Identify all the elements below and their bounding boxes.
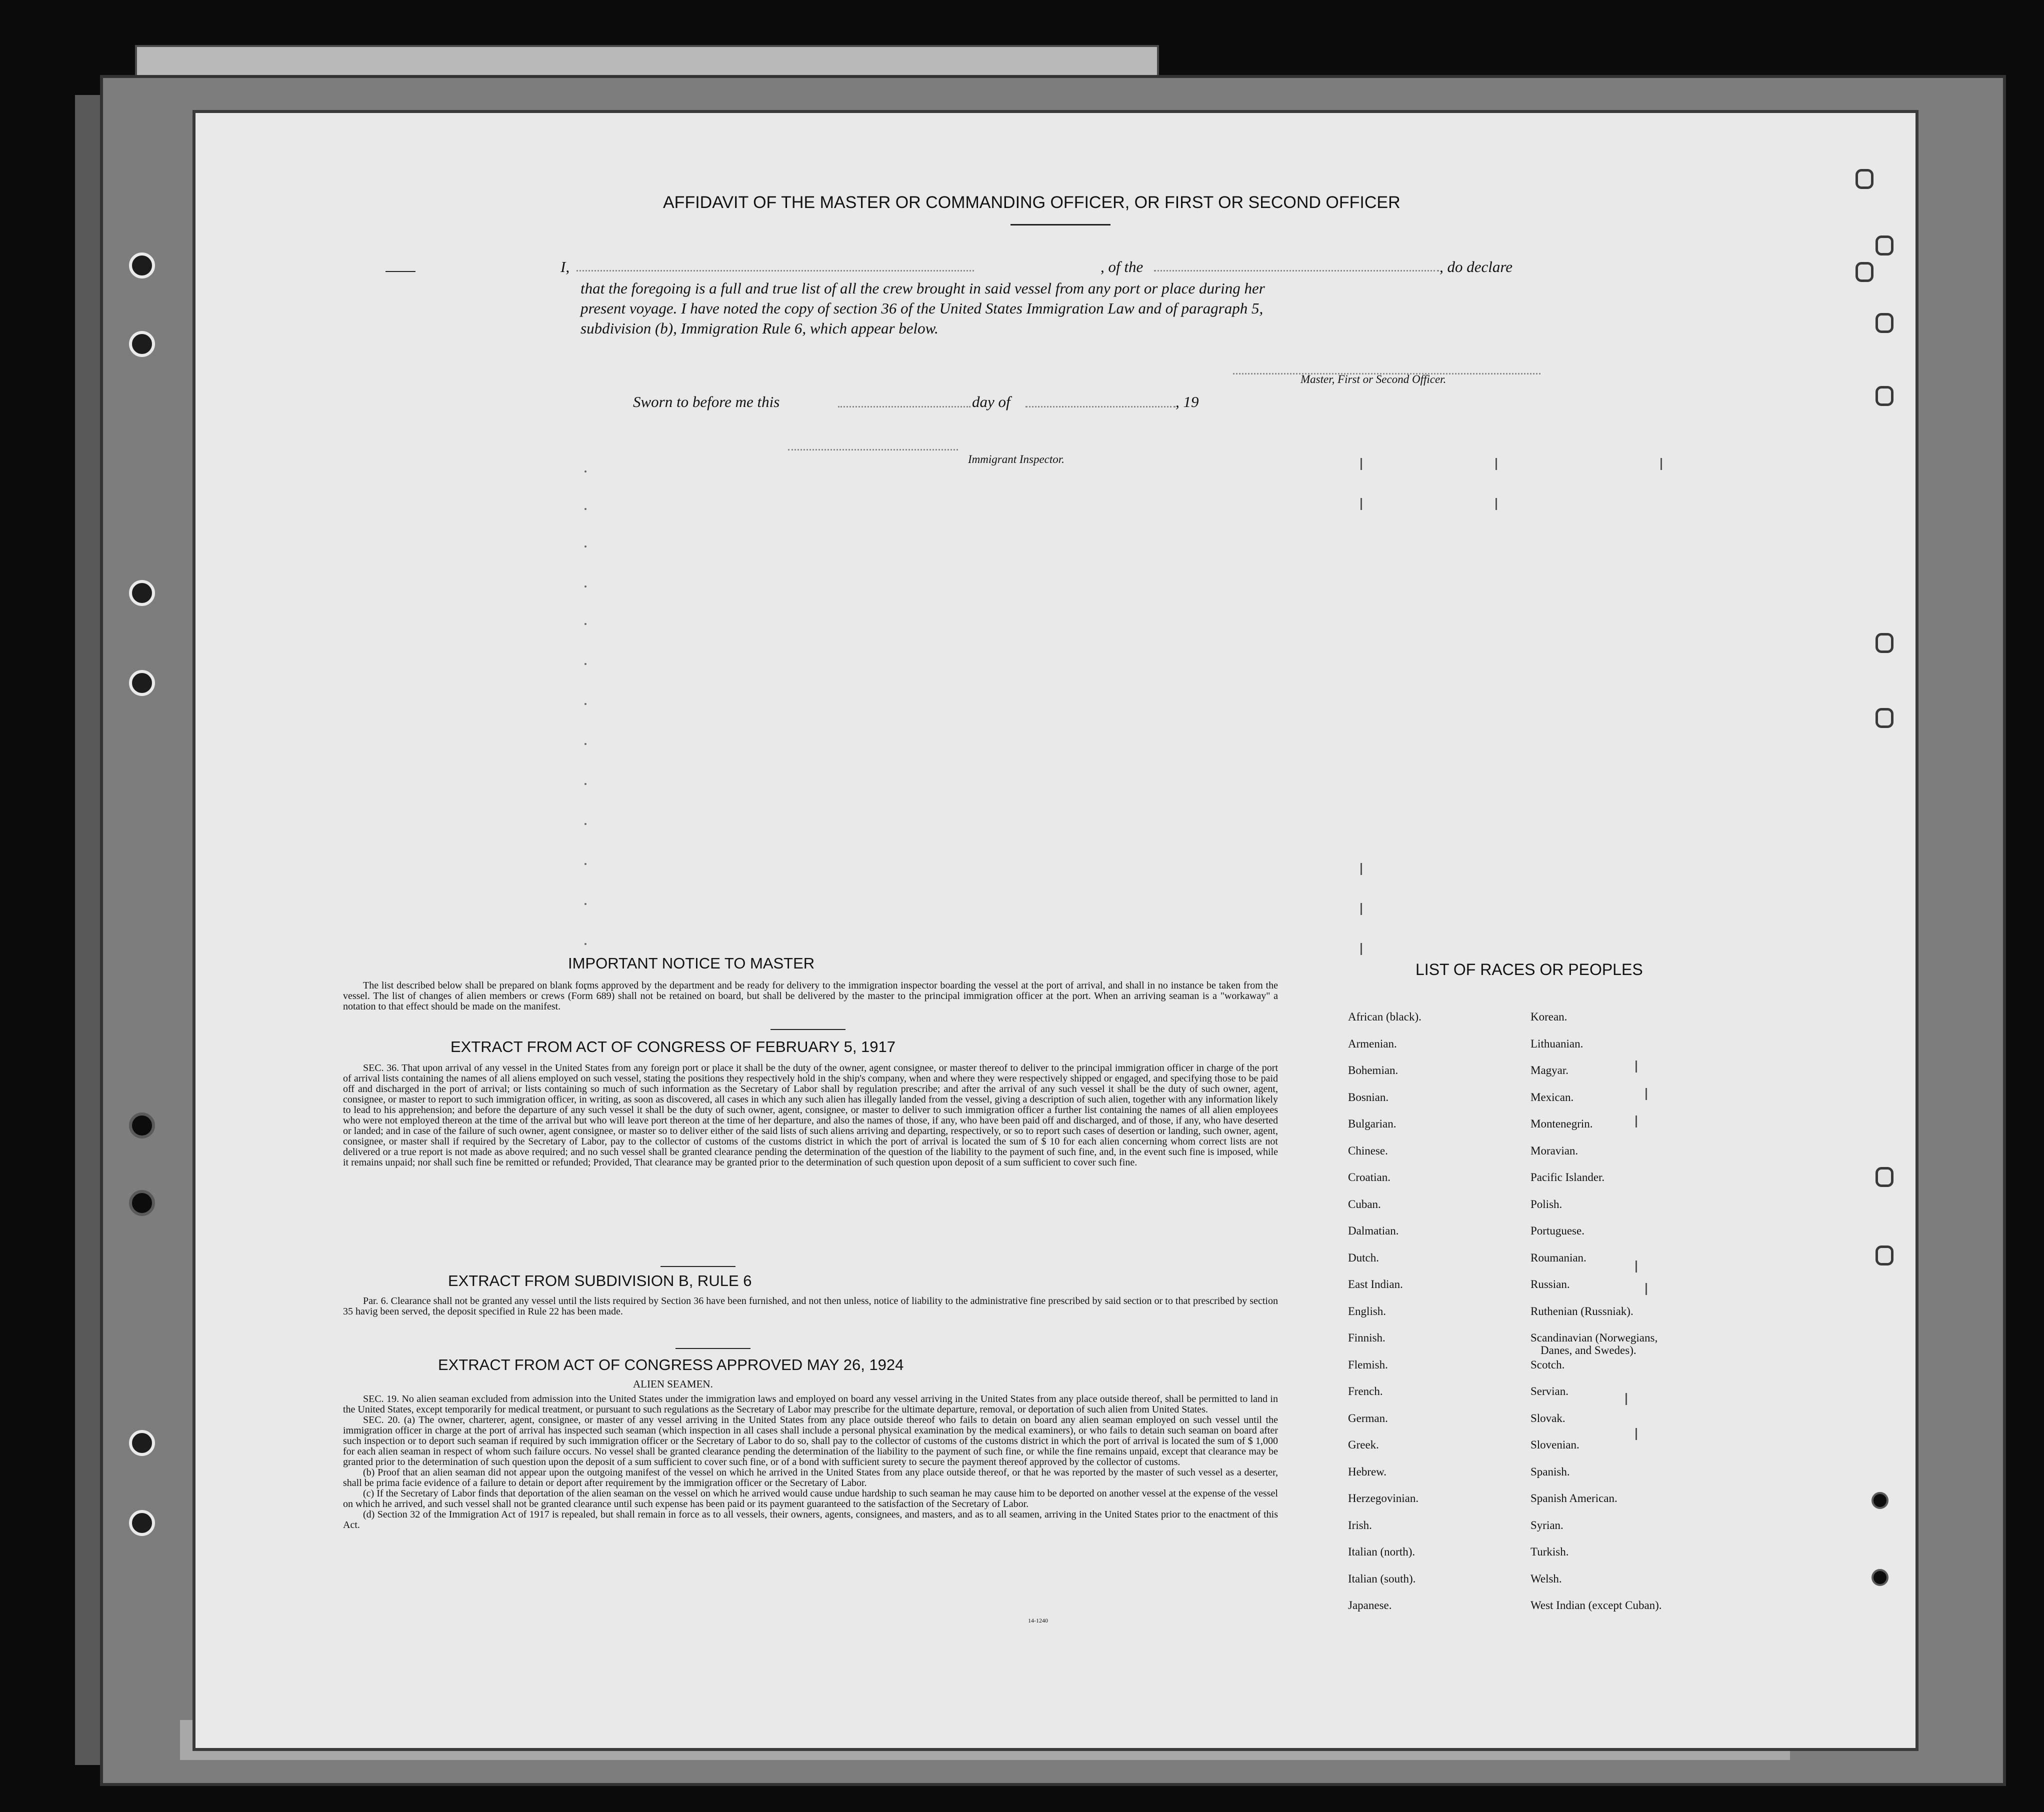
race-item: French. bbox=[1348, 1385, 1383, 1398]
race-item: Magyar. bbox=[1530, 1064, 1569, 1076]
section-divider bbox=[770, 1029, 846, 1030]
race-item: Cuban. bbox=[1348, 1198, 1381, 1210]
section-20a-text: SEC. 20. (a) The owner, charterer, agent, consignee, or master of any vessel arriving in the United States from any place outside thereof who fails to detain on board any alien seaman employed on such vessel until the immigration officer in charge at the port of arrival has inspected such seaman (which inspection in all cases shall include a personal physical examination by the medical examiners), or who fails to detain such seaman on board after such inspection or to deport such seaman if required by such immigration officer or the Secretary of Labor to do so, shall pay to the collector of customs of the customs district in which the port of arrival is located the sum of $ 1,000 for each alien seaman in respect of whom such failure occurs. No vessel shall be granted clearance pending the determination of the liability to the payment of such fine, or while the fine remains unpaid, except that clearance may be granted prior to the determination of such question upon the deposit of a sum sufficient to cover such fine, or of a bond with sufficient surety to secure the payment thereof approved by the collector of customs. bbox=[343, 1414, 1278, 1468]
race-item: Slovenian. bbox=[1530, 1438, 1580, 1451]
faint-mark bbox=[1636, 1260, 1637, 1272]
notice-body bbox=[343, 980, 1278, 1012]
faint-mark bbox=[584, 903, 586, 905]
faint-mark bbox=[1646, 1283, 1647, 1295]
faint-mark bbox=[584, 703, 586, 705]
race-item: Scandinavian (Norwegians, bbox=[1530, 1332, 1658, 1344]
binder-hole bbox=[129, 580, 155, 606]
punch-hole bbox=[1872, 1492, 1888, 1509]
section-20b-text: (b) Proof that an alien seaman did not appear upon the outgoing manifest of the vessel on which he arrived in the United States from any place outside thereof, or that he was reported by the master of such vessel as a deserter, shall be prima facie evidence of a failure to detain or deport after requirement by the immigration officer or the Secretary of Labor. bbox=[343, 1467, 1278, 1488]
race-item: East Indian. bbox=[1348, 1278, 1403, 1290]
rule-6-text: Par. 6. Clearance shall not be granted any vessel until the lists required by Section 36 have been furnished, and not then unless, notice of liability to the administrative fine prescribed by said section or to that prescribed by section 35 havig been served, the deposit specified in Rule 22 has been made. bbox=[343, 1296, 1278, 1317]
faint-mark bbox=[1360, 943, 1362, 955]
sworn-text: Sworn to before me this bbox=[633, 393, 780, 410]
faint-mark bbox=[1636, 1116, 1637, 1128]
day-of-text: day of bbox=[972, 393, 1010, 410]
race-item: Bulgarian. bbox=[1348, 1118, 1396, 1130]
faint-mark bbox=[584, 546, 586, 548]
race-item: Lithuanian. bbox=[1530, 1037, 1584, 1050]
inspector-signature-field[interactable] bbox=[788, 449, 958, 450]
faint-mark bbox=[584, 623, 586, 625]
race-item: Syrian. bbox=[1530, 1518, 1564, 1532]
title-underline bbox=[1010, 224, 1110, 226]
section-divider bbox=[676, 1348, 750, 1349]
punch-hole bbox=[1856, 262, 1874, 282]
race-item: Dutch. bbox=[1348, 1251, 1379, 1264]
race-item: Roumanian. bbox=[1530, 1251, 1586, 1264]
punch-hole bbox=[1876, 708, 1894, 728]
faint-mark bbox=[584, 586, 586, 588]
binder-hole bbox=[129, 331, 155, 357]
officer-signature-label: Master, First or Second Officer. bbox=[1300, 373, 1446, 386]
section-20c-text: (c) If the Secretary of Labor finds that deportation of the alien seaman on the vessel on which he arrived would cause undue hardship to such seaman he may cause him to be deported on another vessel at the expense of the vessel on which he arrived, and such vessel shall not be granted clearance until such expense has been paid or its payment guaranteed to the satisfaction of the Secretary of Labor. bbox=[343, 1488, 1278, 1510]
notice-text: The list described below shall be prepared on blank forms approved by the department and be ready for delivery to the immigration inspector boarding the vessel at the port of arrival, and shall in no instance be taken from the vessel. The list of changes of alien members or crews (Form 689) shall not be retained on board, but shall be delivered by the master to the principal immigration officer at the port. When an arriving seaman is a "workaway" a notation to that effect should be made on the manifest. bbox=[343, 980, 1278, 1012]
race-item: Mexican. bbox=[1530, 1090, 1574, 1104]
race-item: Polish. bbox=[1530, 1198, 1562, 1210]
race-item: Servian. bbox=[1530, 1385, 1569, 1398]
race-item: Ruthenian (Russniak). bbox=[1530, 1304, 1634, 1318]
extract-1924-body bbox=[343, 1394, 1278, 1530]
faint-mark bbox=[584, 863, 586, 865]
punch-hole bbox=[1876, 236, 1894, 256]
race-item: African (black). bbox=[1348, 1010, 1422, 1023]
race-item: Bohemian. bbox=[1348, 1064, 1398, 1076]
binder-hole bbox=[129, 1430, 155, 1456]
faint-mark bbox=[584, 783, 586, 785]
affidavit-line1-of-the: , of the bbox=[1100, 258, 1144, 276]
race-item: Bosnian. bbox=[1348, 1090, 1389, 1104]
faint-mark bbox=[1360, 458, 1362, 470]
faint-mark bbox=[1636, 1428, 1637, 1440]
race-item: Moravian. bbox=[1530, 1144, 1578, 1157]
race-item: Italian (north). bbox=[1348, 1546, 1416, 1558]
race-item: Hebrew. bbox=[1348, 1465, 1387, 1478]
race-item: Greek. bbox=[1348, 1438, 1379, 1451]
race-item: Irish. bbox=[1348, 1518, 1372, 1532]
rule-6-title: EXTRACT FROM SUBDIVISION B, RULE 6 bbox=[448, 1272, 752, 1290]
faint-mark bbox=[1496, 498, 1497, 510]
race-item: Turkish. bbox=[1530, 1546, 1569, 1558]
race-item: Montenegrin. bbox=[1530, 1118, 1593, 1130]
extract-1917-title: EXTRACT FROM ACT OF CONGRESS OF FEBRUARY 5, 1917 bbox=[450, 1038, 896, 1056]
binder-hole bbox=[129, 670, 155, 696]
faint-mark bbox=[584, 823, 586, 825]
manifest-page bbox=[192, 110, 1918, 1751]
punch-hole bbox=[1876, 633, 1894, 653]
race-item-continuation: Danes, and Swedes). bbox=[1540, 1344, 1636, 1356]
affidavit-title: AFFIDAVIT OF THE MASTER OR COMMANDING OFFICER, OR FIRST OR SECOND OFFICER bbox=[663, 193, 1400, 212]
officer-name-field[interactable] bbox=[576, 270, 974, 272]
margin-mark bbox=[386, 271, 416, 272]
inspector-label: Immigrant Inspector. bbox=[968, 453, 1064, 466]
race-item: Flemish. bbox=[1348, 1358, 1388, 1371]
race-item: Japanese. bbox=[1348, 1599, 1392, 1612]
binder-hole bbox=[129, 1190, 155, 1216]
race-item: Croatian. bbox=[1348, 1171, 1390, 1184]
faint-mark bbox=[584, 943, 586, 945]
faint-mark bbox=[1496, 458, 1497, 470]
races-title: LIST OF RACES OR PEOPLES bbox=[1416, 960, 1643, 978]
vessel-name-field[interactable] bbox=[1154, 270, 1439, 272]
race-item: Welsh. bbox=[1530, 1572, 1562, 1585]
faint-mark bbox=[1360, 903, 1362, 915]
rule-6-body bbox=[343, 1296, 1278, 1317]
race-item: Scotch. bbox=[1530, 1358, 1565, 1371]
punch-hole bbox=[1876, 313, 1894, 333]
notice-title: IMPORTANT NOTICE TO MASTER bbox=[568, 954, 815, 972]
race-item: Finnish. bbox=[1348, 1332, 1386, 1344]
binder-hole bbox=[129, 1510, 155, 1536]
binder-hole bbox=[129, 1112, 155, 1138]
faint-mark bbox=[1660, 458, 1662, 470]
punch-hole bbox=[1876, 386, 1894, 406]
affidavit-line1-declare: , do declare bbox=[1440, 258, 1513, 276]
faint-mark bbox=[584, 508, 586, 510]
race-item: Spanish. bbox=[1530, 1465, 1570, 1478]
race-item: Russian. bbox=[1530, 1278, 1570, 1290]
binder-hole bbox=[129, 252, 155, 278]
punch-hole bbox=[1872, 1569, 1888, 1586]
race-item: German. bbox=[1348, 1412, 1388, 1424]
race-item: Herzegovinian. bbox=[1348, 1492, 1419, 1504]
affidavit-line2: that the foregoing is a full and true list of all the crew brought in said vessel from any port or place during her bbox=[580, 280, 1265, 297]
affidavit-line3: present voyage. I have noted the copy of section 36 of the United States Immigration Law and of paragraph 5, bbox=[580, 300, 1264, 317]
faint-mark bbox=[1626, 1393, 1627, 1405]
sworn-month-field[interactable] bbox=[1026, 406, 1176, 408]
extract-1924-title: EXTRACT FROM ACT OF CONGRESS APPROVED MAY 26, 1924 bbox=[438, 1356, 904, 1374]
faint-mark bbox=[1636, 1060, 1637, 1072]
race-item: Slovak. bbox=[1530, 1412, 1566, 1424]
punch-hole bbox=[1876, 1246, 1894, 1266]
race-item: English. bbox=[1348, 1304, 1386, 1318]
faint-mark bbox=[584, 743, 586, 745]
race-item: Pacific Islander. bbox=[1530, 1171, 1605, 1184]
race-item: Italian (south). bbox=[1348, 1572, 1416, 1585]
year-prefix: , 19 bbox=[1176, 393, 1199, 410]
race-item: Spanish American. bbox=[1530, 1492, 1618, 1504]
race-item: Chinese. bbox=[1348, 1144, 1388, 1157]
section-36-text: SEC. 36. That upon arrival of any vessel in the United States from any foreign port or place it shall be the duty of the owner, agent consignee, or master thereof to deliver to the principal immigration officer in charge of the port of arrival lists containing the names of all aliens employed on such vessel, stating the positions they respectively hold in the ship's company, when and where they were respectively shipped or engaged, and specifying those to be paid off and discharged in the port of arrival; or lists containing so much of such information as the Secretary of Labor shall by regulation prescribe; and after the arrival of any such vessel it shall be the duty of such owner, agent, consignee, or master to report to such immigration officer, in writing, as soon as discovered, all cases in which any such alien has illegally landed from the vessel, giving a description of such alien, together with any information likely to lead to his apprehension; and before the departure of any such vessel it shall be the duty of such owner, agent, consignee, or master to deliver to such immigration officer a further list containing the names of all alien employees who were not employed thereon at the time of the arrival but who will leave port thereon at the time of her departure, and also the names of those, if any, who have been paid off and discharged, and of those, if any, who have deserted or landed; and in case of the failure of such owner, agent consignee, or master so to deliver either of the said lists of such aliens arriving and departing, respectively, or so to report such cases of desertion or landing, such owner, agent, consignee, or master shall if required by the Secretary of Labor, pay to the collector of customs of the customs district in which the port of arrival is located the sum of $ 10 for each alien concerning whom correct lists are not delivered or a true report is not made as above required; and no such vessel shall be granted clearance pending the determination of the question of the liability to the payment of such fine, and, in the event such fine is imposed, while it remains unpaid; nor shall such fine be remitted or refunded; Provided, That clearance may be granted prior to the determination of such question upon deposit of a sum sufficient to cover such fine. bbox=[343, 1062, 1278, 1168]
punch-hole bbox=[1856, 169, 1874, 189]
faint-mark bbox=[1360, 863, 1362, 875]
section-19-text: SEC. 19. No alien seaman excluded from admission into the United States under the immigration laws and employed on board any vessel arriving in the United States from any place outside thereof, shall be permitted to land in the United States, except temporarily for medical treatment, or pursuant to such regulations as the Secretary of Labor may prescribe for the ultimate departure, removal, or deportation of such alien from United States. bbox=[343, 1394, 1278, 1415]
alien-seamen-subtitle: ALIEN SEAMEN. bbox=[633, 1378, 713, 1390]
extract-1917-body bbox=[343, 1063, 1278, 1168]
race-item: Dalmatian. bbox=[1348, 1224, 1399, 1237]
faint-mark bbox=[1360, 498, 1362, 510]
punch-hole bbox=[1876, 1167, 1894, 1187]
section-20d-text: (d) Section 32 of the Immigration Act of 1917 is repealed, but shall remain in force as to all vessels, their owners, agents, consignees, and masters, and as to all seamen, arriving in the United States prior to the enactment of this Act. bbox=[343, 1509, 1278, 1530]
affidavit-line1-i: I, bbox=[560, 258, 570, 276]
race-item: Korean. bbox=[1530, 1010, 1568, 1023]
faint-mark bbox=[1646, 1088, 1647, 1100]
form-number: 14-1240 bbox=[1028, 1617, 1048, 1624]
faint-mark bbox=[584, 663, 586, 665]
race-item: West Indian (except Cuban). bbox=[1530, 1599, 1662, 1612]
section-divider bbox=[660, 1266, 736, 1267]
sworn-day-field[interactable] bbox=[838, 406, 970, 408]
faint-mark bbox=[584, 470, 586, 472]
race-item: Armenian. bbox=[1348, 1037, 1397, 1050]
affidavit-line4: subdivision (b), Immigration Rule 6, which appear below. bbox=[580, 320, 938, 337]
race-item: Portuguese. bbox=[1530, 1224, 1584, 1237]
